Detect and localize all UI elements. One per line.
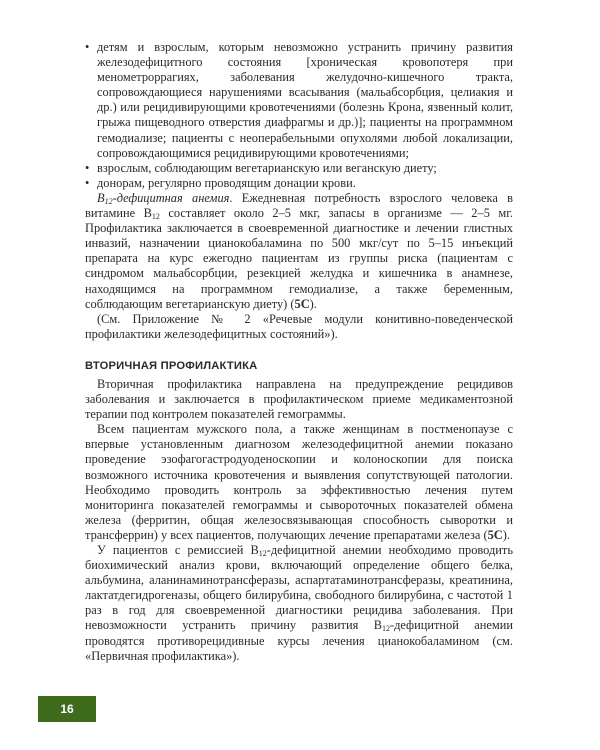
evidence-grade: 5С — [487, 527, 503, 542]
paragraph-secondary-prevention: Вторичная профилактика направлена на предупреждение рецидивов заболевания и заключается в профилактическом приеме медикаментозной терапии под контролем показателей гемограммы. — [85, 376, 513, 422]
section-heading: ВТОРИЧНАЯ ПРОФИЛАКТИКА — [85, 359, 258, 372]
bullet-item: • детям и взрослым, которым невозможно устранить причину развития железодефицитного состояния [хроническая кровопотеря при менометроррагиях, заболевания желудочно-кишечного тракта, сопровождающиеся нарушениями всасывания (мальабсорбция, целиакия и др.) или рецидивирующими кровотечениями (болезнь Крона, язвенный колит, грыжа пищеводного отверстия диафрагмы и др.)]; пациенты на программном гемодиализе; пациенты с неоперабельными опухолями любой локализации, сопровождающимися рецидивирующими кровотечениями; — [85, 40, 513, 160]
paragraph-diagnostics: Всем пациентам мужского пола, а также женщинам в постменопаузе с впервые установленным диагнозом железодефицитной анемии показано проведение эзофагогастродуоденоскопии и колоноскопии для поиска возможного источника кровотечения и выявления сопутствующей патологии. Необходимо проводить контроль за эффективностью лечения путем мониторинга показателей гемограммы и сывороточных показателей обмена железа (ферритин, общая железосвязывающая способность сыворотки и трансферрин) у всех пациентов, получающих лечение препаратами железа (5С). — [85, 422, 513, 542]
appendix-reference: (См. Приложение № 2 «Речевые модули конитивно-поведенческой профилактики железодефицитных состояний»). — [85, 311, 513, 341]
b12-paragraph: $B_{12}$-дефицитная анемия. Ежедневная потребность взрослого человека в витамине $B_{12}$ составляет около 2–5 мкг, запасы в организме — 2–5 мг. Профилактика заключается в своевременной диагностике и лечении глистных инвазий, назначении цианокобаламина по 500 мкг/сут по 5–15 инъекций препарата на курс ежегодно пациентам из группы риска (пациентам с синдромом мальабсорбции, резекцией желудка и кишечника в анамнезе, находящимся на программном гемодиализе, а также беременным, соблюдающим вегетарианскую диету) (5С). — [85, 190, 513, 311]
page-number: 16 — [60, 702, 74, 716]
page-content — [85, 40, 513, 664]
evidence-grade: 5С — [294, 296, 310, 311]
bullet-item: • взрослым, соблюдающим вегетарианскую или веганскую диету; — [85, 160, 437, 175]
bullet-dot: • — [85, 160, 90, 175]
bullet-dot: • — [85, 40, 90, 54]
b12-title: $B_{12}$-дефицитная анемия — [97, 190, 230, 206]
paragraph-b12-remission: У пациентов с ремиссией $B_{12}$-дефицитной анемии необходимо проводить биохимический анализ крови, включающий определение общего белка, альбумина, аланинаминотрансферазы, аспартатаминотрансферазы, креатинина, лактатдегидрогеназы, общего билирубина, свободного билирубина, с частотой 1 раз в год для своевременной диагностики рецидива заболевания. При невозможности устранить причину развития $B_{12}$-дефицитной анемии проводятся противорецидивные курсы лечения цианокобаламином (см. «Первичная профилактика»). — [85, 543, 513, 663]
page-number-tab — [38, 696, 96, 722]
bullet-dot: • — [85, 175, 90, 190]
bullet-item: • донорам, регулярно проводящим донации крови. — [85, 175, 356, 190]
